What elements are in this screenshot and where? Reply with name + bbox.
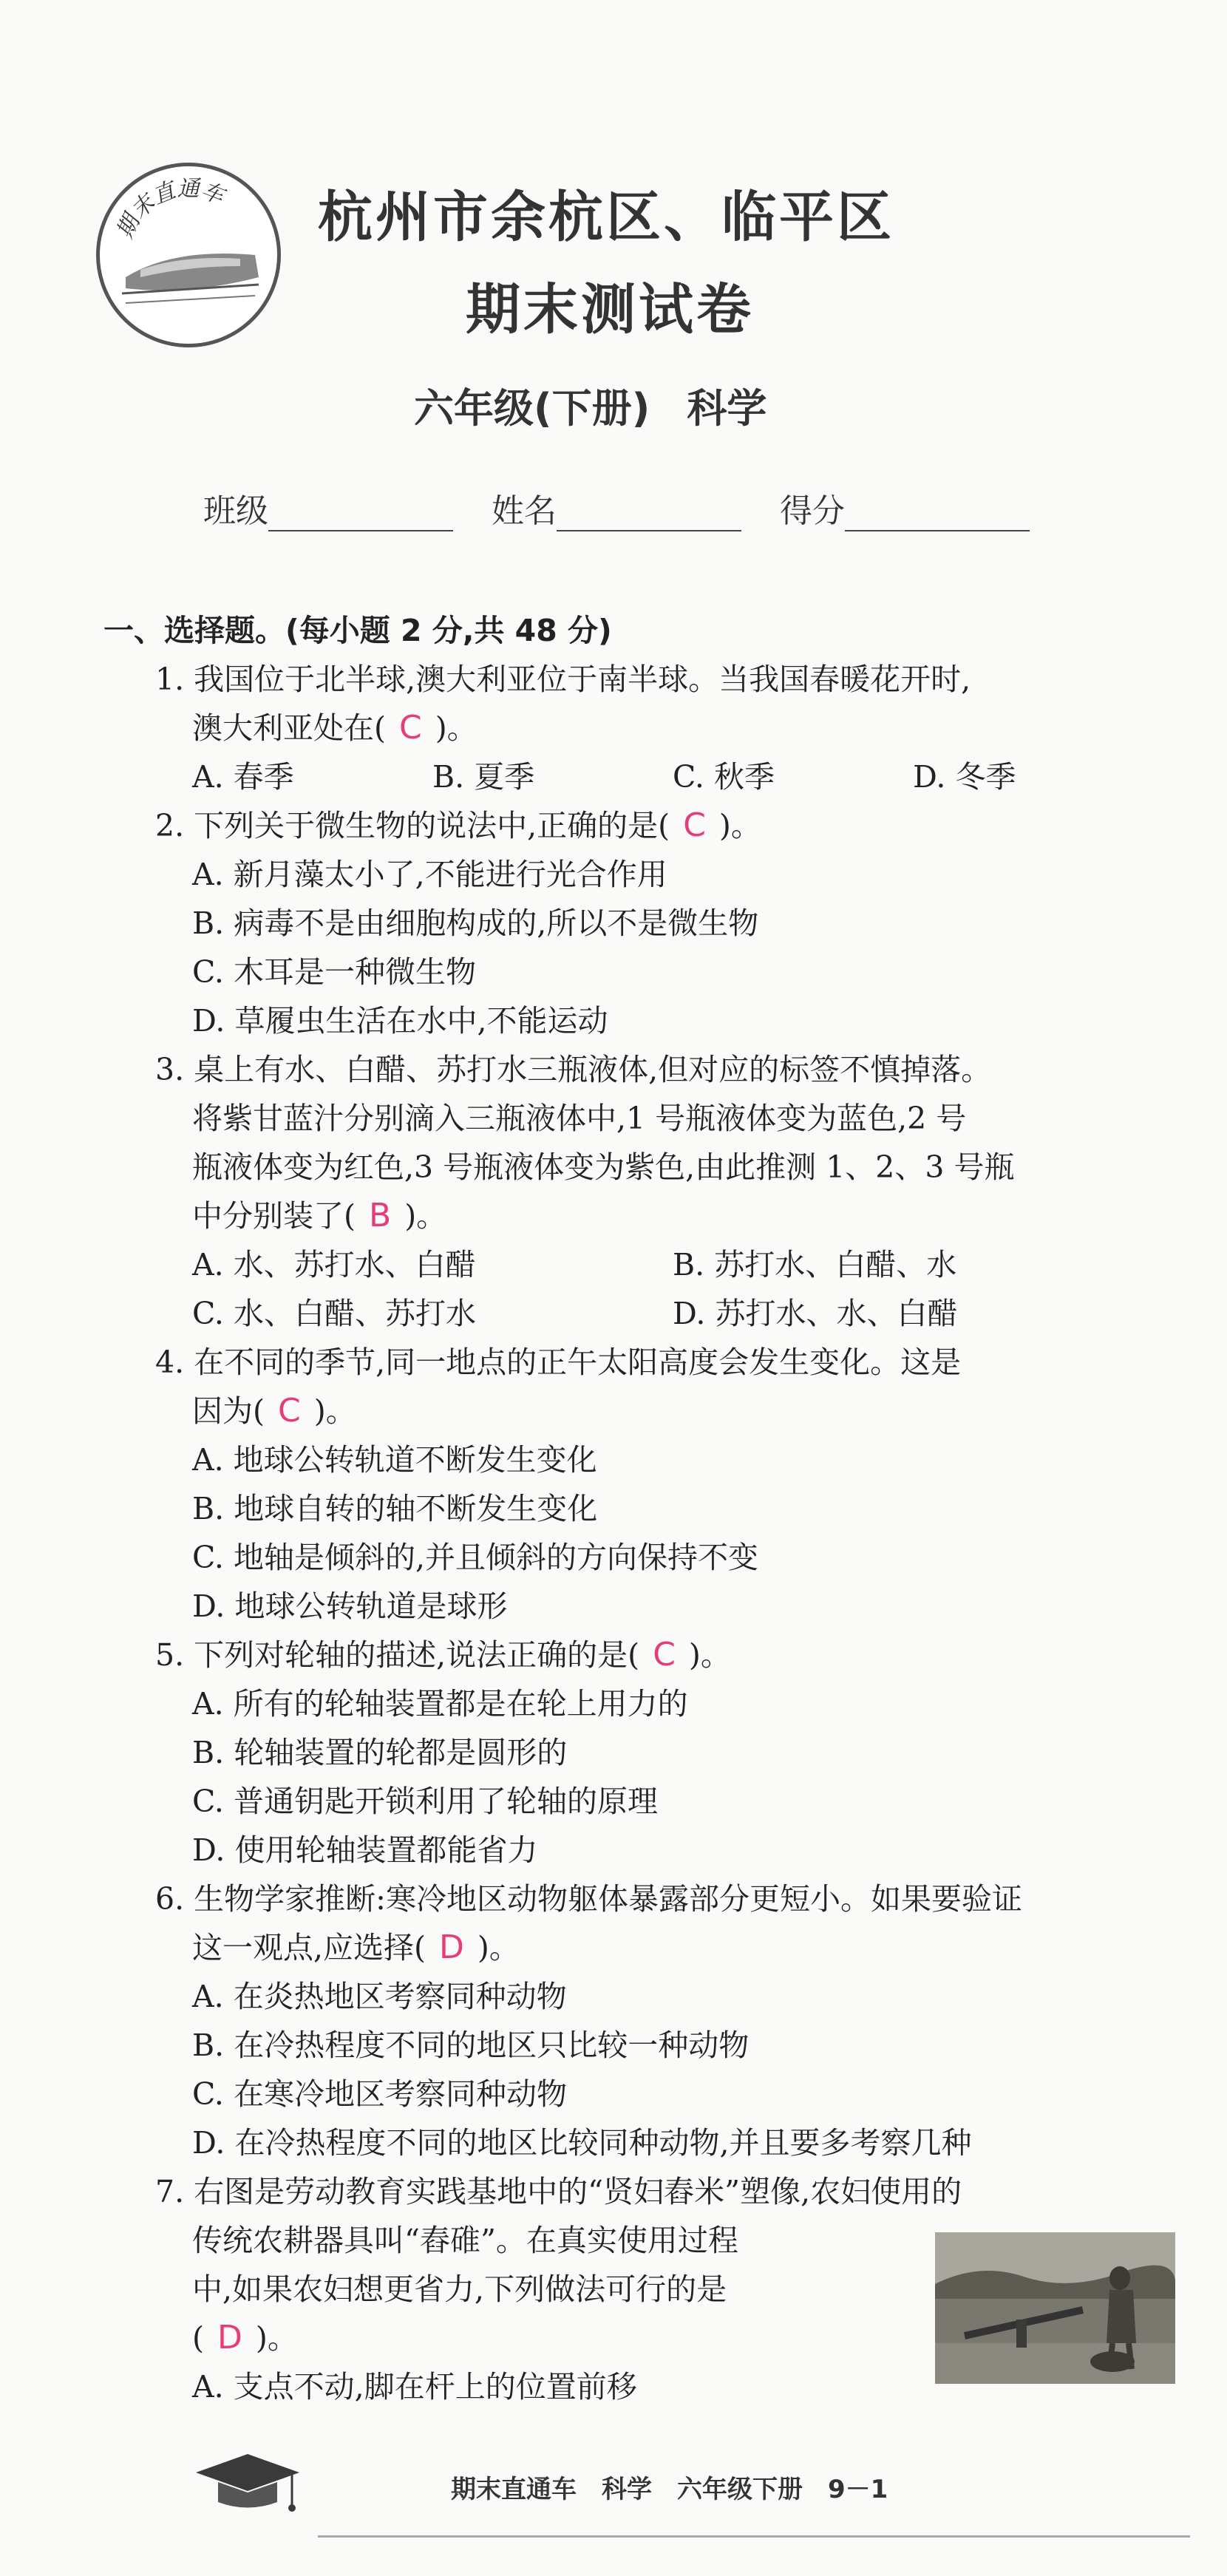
- exam-title-line1: 杭州市余杭区、临平区: [318, 186, 894, 249]
- option: D. 草履虫生活在水中,不能运动: [192, 1003, 608, 1039]
- option: B. 病毒不是由细胞构成的,所以不是微生物: [192, 905, 759, 941]
- option: B. 在冷热程度不同的地区只比较一种动物: [192, 2028, 750, 2063]
- subject-label: 科学: [687, 385, 767, 432]
- footer-brand: 期末直通车: [451, 2475, 577, 2504]
- option: D. 冬季: [913, 759, 1016, 795]
- statue-photo: [935, 2232, 1175, 2384]
- graduation-cap-icon: [188, 2439, 307, 2528]
- score-blank[interactable]: [845, 496, 1030, 531]
- name-blank[interactable]: [557, 496, 741, 531]
- option: B. 地球自转的轴不断发生变化: [192, 1491, 598, 1526]
- option: C. 地轴是倾斜的,并且倾斜的方向保持不变: [192, 1540, 759, 1575]
- question-2: 2. 下列关于微生物的说法中,正确的是( C )。 A. 新月藻太小了,不能进行光合作用 B. 病毒不是由细胞构成的,所以不是微生物 C. 木耳是一种微生物 D. 草履虫生活在水中,不能运动: [103, 801, 1175, 1045]
- option: B. 轮轴装置的轮都是圆形的: [192, 1735, 568, 1770]
- class-field[interactable]: 班级: [203, 484, 492, 531]
- option: D. 使用轮轴装置都能省力: [192, 1832, 538, 1868]
- answer-mark: C: [399, 709, 422, 747]
- question-1: 1. 我国位于北半球,澳大利亚位于南半球。当我国春暖花开时, 澳大利亚处在( C )。 A. 春季 B. 夏季 C. 秋季 D. 冬季: [103, 655, 1175, 801]
- option: D. 苏打水、水、白醋: [673, 1296, 958, 1331]
- option: C. 普通钥匙开锁利用了轮轴的原理: [192, 1784, 658, 1819]
- student-info-fields: [203, 484, 1030, 531]
- option: A. 所有的轮轴装置都是在轮上用力的: [192, 1686, 688, 1722]
- logo-text: 期末直通车: [112, 175, 228, 243]
- option: A. 春季: [192, 759, 294, 795]
- question-3: 3. 桌上有水、白醋、苏打水三瓶液体,但对应的标签不慎掉落。 将紫甘蓝汁分别滴入三瓶液体中,1 号瓶液体变为蓝色,2 号 瓶液体变为红色,3 号瓶液体变为紫色,由此推测 1、2、3 号瓶 中分别装了( B )。 A. 水、苏打水、白醋 B. 苏打水、白醋、水 C. 水、白醋、苏打水 D. 苏打水、水、白醋: [103, 1045, 1175, 1338]
- section-heading: 一、选择题。(每小题 2 分,共 48 分): [103, 613, 612, 648]
- class-blank[interactable]: [268, 496, 453, 531]
- question-4: 4. 在不同的季节,同一地点的正午太阳高度会发生变化。这是 因为( C )。 A. 地球公转轨道不断发生变化 B. 地球自转的轴不断发生变化 C. 地轴是倾斜的,并且倾斜的方向保持不变 D. 地球公转轨道是球形: [103, 1338, 1175, 1631]
- farming-statue-icon: [935, 2232, 1175, 2384]
- option: B. 夏季: [432, 759, 535, 795]
- option: A. 支点不动,脚在杆上的位置前移: [192, 2369, 637, 2405]
- name-field[interactable]: 姓名: [492, 484, 780, 531]
- footer-grade: 六年级下册: [677, 2475, 803, 2504]
- logo-seal: [96, 163, 281, 347]
- train-logo-icon: [100, 166, 277, 344]
- answer-mark: C: [683, 806, 706, 844]
- option: A. 地球公转轨道不断发生变化: [192, 1442, 597, 1478]
- question-6: 6. 生物学家推断:寒冷地区动物躯体暴露部分更短小。如果要验证 这一观点,应选择( D )。 A. 在炎热地区考察同种动物 B. 在冷热程度不同的地区只比较一种动物 C. 在寒冷地区考察同种动物 D. 在冷热程度不同的地区比较同种动物,并且要多考察几种: [103, 1875, 1175, 2167]
- options: [103, 752, 1175, 801]
- question-7: 7. 右图是劳动教育实践基地中的“贤妇舂米”塑像,农妇使用的 传统农耕器具叫“舂碓”。在真实使用过程 中,如果农妇想更省力,下列做法可行的是 ( D )。 A. 支点不动,脚在杆上的位置前移: [103, 2167, 1175, 2411]
- score-field[interactable]: 得分: [780, 484, 1030, 531]
- option: C. 秋季: [673, 759, 775, 795]
- answer-mark: C: [653, 1636, 676, 1673]
- option: C. 在寒冷地区考察同种动物: [192, 2076, 567, 2112]
- option: A. 在炎热地区考察同种动物: [192, 1979, 567, 2014]
- option: A. 水、苏打水、白醋: [192, 1247, 476, 1282]
- grade-subject: [414, 377, 767, 434]
- answer-mark: D: [217, 2319, 242, 2356]
- option: C. 水、白醋、苏打水: [192, 1296, 476, 1331]
- answer-mark: B: [369, 1197, 392, 1234]
- option: B. 苏打水、白醋、水: [673, 1247, 957, 1282]
- option: D. 地球公转轨道是球形: [192, 1588, 508, 1624]
- page-number: 9－1: [828, 2475, 888, 2504]
- answer-mark: C: [278, 1392, 301, 1430]
- svg-text:期末直通车: [112, 176, 230, 242]
- option: A. 新月藻太小了,不能进行光合作用: [192, 857, 667, 892]
- footer-subject: 科学: [602, 2475, 652, 2504]
- question-section: [103, 606, 1175, 2411]
- answer-mark: D: [439, 1928, 464, 1966]
- footer-divider: [318, 2535, 1190, 2538]
- option: C. 木耳是一种微生物: [192, 954, 476, 990]
- exam-title-line2: 期末测试卷: [466, 278, 754, 341]
- grade-label: 六年级(下册): [414, 385, 650, 432]
- footer: [451, 2469, 913, 2505]
- question-5: 5. 下列对轮轴的描述,说法正确的是( C )。 A. 所有的轮轴装置都是在轮上用力的 B. 轮轴装置的轮都是圆形的 C. 普通钥匙开锁利用了轮轴的原理 D. 使用轮轴装置都能省力: [103, 1631, 1175, 1875]
- option: D. 在冷热程度不同的地区比较同种动物,并且要多考察几种: [192, 2125, 972, 2161]
